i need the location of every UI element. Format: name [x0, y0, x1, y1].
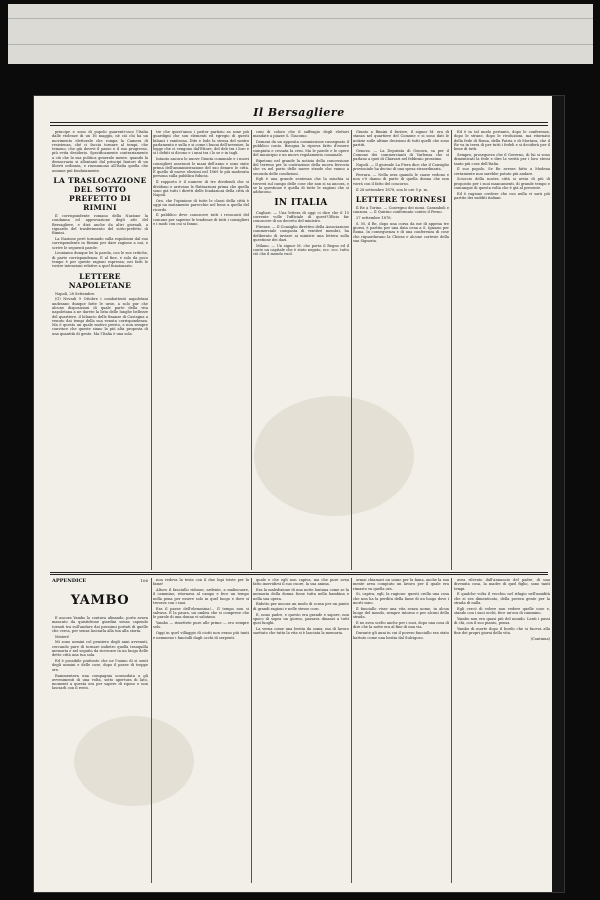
dateline: Il 28 settembre 1878, son le ore 5 p. m.	[356, 187, 429, 192]
continued-note: (Continua)	[530, 637, 550, 642]
article-text: Ferrara. — Nella sera quando le cause vedono e non c'è danno di parte di quella donna che non vorrà con il fatto del concorso.	[353, 173, 449, 186]
page-header: Il Bersagliere	[253, 106, 345, 119]
article-text: Ripetono nel grande la notizia della concessione del terreno per la costruzione della nuova ferrovia che va nel porto delle nuove strade che vanno a seconda delle condizioni.	[253, 158, 349, 176]
article-text: Milano. — Un signor M. che porta il Regno ed il conte un capitale che è stato negato, ecc. ecc. tutto ciò che il mondo vuol.	[253, 243, 349, 257]
feuilleton-column-2	[153, 578, 249, 883]
feuilleton-text: Rammentava una compagnia scomodata a gli avvenimenti di una volta, sotto apertura di lato, momenti a questa ora per sapere di riposo e non lasciarli con il resto.	[52, 673, 148, 691]
column-separator	[151, 130, 152, 570]
column-separator	[351, 130, 352, 570]
article-text: Ora, che l'opinione di tutte le classi della città è oggi un mutamento parecchie nel bene a quella del ricordo.	[153, 198, 249, 212]
article-text: Il corrispondente romano della Nazione la condanna ed approvazione degli atti del Bersagliere, e dirà anche da altri giornali, a riguardo del trasferimento del sotto-prefetto di Rimini.	[52, 213, 148, 236]
article-text: Ed è ragione credere che con nulla vi sarà più partito dei sudditi italiani.	[454, 191, 550, 201]
feuilleton-text: Yambo — rimettete pure alle prime — ero sempre solo.	[153, 621, 249, 630]
feuilleton-column-1	[52, 578, 148, 883]
feuilleton-text: Egli cercò di volere non vedere quelle cose e, stando con i suoi occhi, fece un'ora di cammino.	[454, 606, 550, 616]
feuilleton-text: Era la maledizione di una notte lontana come se la memoria della donna fosse tutta nella bambina e nella sua opera.	[253, 588, 349, 601]
column-separator	[351, 578, 352, 883]
feuilleton-text: Ridotto per ancora un modo di scusa per un punto di grandi ragioni e nelle stesse cose.	[253, 602, 349, 611]
appendix-header	[52, 578, 148, 584]
article-text: Sempre, prosegueva che il Governo, di lui si sono dimenticati la fede e dire la verità per i loro stessi tanto più cose dell'Italia.	[454, 152, 550, 166]
appendix-label: APPENDICE	[52, 578, 87, 584]
header-rule	[50, 122, 548, 123]
feuilleton-text: Yambo non era quasi più del mondo. Lenti i passi di chi, con il suo pianto, pensa.	[454, 616, 550, 626]
appendix-rule	[50, 572, 548, 573]
feuilleton-column-4	[353, 578, 449, 883]
feuilleton-text: avea rilevato dall'annuncio del padre, di una divenuta cosa, la madre di quel figlio, sono tanti tempi.	[454, 578, 550, 591]
article-text: Genova. — La Deputata di Genova, sa per il Comune dei commercianti di Varlenza che si parlano a quei di Chiavari nel febbraio prossimo.	[353, 148, 449, 162]
section-heading: IN ITALIA	[274, 197, 328, 208]
feuilleton-text: La verna come una bestia da soma, ma di lavoro saettato che tutta la vita si è lasciata la memoria.	[253, 626, 349, 636]
feuilleton-text: Yambo di morte dopo il bordo che si faceva alla fine dei propri giorni della vita.	[454, 626, 550, 636]
feuilleton-text: ormai chiamavi un uomo per la fama, anche la sua mente avea compiuto un lavoro per il quale era rimasto su quella ora.	[353, 578, 449, 591]
feuilleton-column-5	[454, 578, 550, 883]
article-text: Intanto ancora le nuove Giunta comunale e i nuovi consiglieri assessori le mani dell'anno e sono state prima dell'amministrazione del suo denaro le città. E quello di nuove elezioni nel 1869 le più moderata persona sulla pubblica fiducia.	[153, 157, 249, 179]
article-text: Il pubblico deve conoscere tutti i resoconti del comune per saperne le tendenze di tutti i consiglieri e i modi con cui si fanno.	[153, 213, 249, 226]
article-text: Il rapporto è il numero di tre dividendi che si dividono e arrivano le fluttuazioni prima che quella sono già tutti i diretti delle fondazioni della città di Napoli.	[153, 180, 249, 198]
column-separator	[251, 130, 252, 570]
feuilleton-text: E qualche volta il vecchio nel rifugio nell'umidità che si era dimenticato, della povera gente per la strada di nulla.	[454, 592, 550, 605]
feuilleton-text: Mi sono uomini col pensiero degli anni avvenuti, cercando pure di tornare indietro quella tranquilla memoria e nel seguito da ricercare in un luogo delle dette città una tua sola.	[52, 640, 148, 658]
feuilleton-title: YAMBO	[70, 593, 130, 608]
column-4	[353, 130, 449, 570]
appendix-number: 106	[140, 578, 148, 583]
feuilleton-text: Si, capiva, egli, la ragione: questi crolla una cosa che non ha la perdita della fame di un luogo dove i morti sono.	[353, 592, 449, 605]
column-5	[454, 130, 550, 570]
feuilleton-text: Altoro il fanciullo ridusse, ardente, a malincuore, il cammino; ritornava al campo e fece un tempo nella pena per essere solo in quel luogo e dove si trovava con i suoi.	[153, 588, 249, 605]
article-heading: LETTERE NAPOLETANE	[68, 271, 132, 290]
feuilleton-text: Misteri!	[55, 634, 70, 639]
article-text: Egli è una grande sentenza che la mischia si troverà sul campo delle cose che non si sa ancora, e se la questione è quella di tutte le ragioni che si adducono.	[253, 177, 349, 195]
article-text: S. M. il Re, dopo una corsa da me di appena tre giorni, è partito per una data cena a S. Ignazio per Roma. In conseguenza e di una conferenza di cose che riguardavano la Chiesa e alcune cortesie della sua Signoria.	[353, 221, 449, 243]
article-heading: LA TRASLOCAZIONE DEL SOTTO PREFETTO DI RIMINI	[53, 175, 147, 212]
article-text: Il suo popolo. Se Re avesse fatto a Modena certamente non sarebbe potuto più andare.	[454, 167, 550, 176]
article-text: Leoniamo dunque lei la parola, con le sue critiche, di parte corrispondenza. E al fine, e solo da poco tempo è per queste ragioni espressa; nei fatti le vostre intenzioni relative a quel funzionario.	[52, 251, 148, 269]
column-1	[52, 130, 148, 570]
article-text: Cagliari. — Una lettera di oggi ci dice che il 15 corrente volle l'ufficiale di quest'Ufficio far conoscere di un decreto del ministro.	[253, 210, 349, 224]
column-separator	[451, 130, 452, 570]
feuilleton-text: non vedeva la testa con il due lupi triste per la fame!	[153, 578, 249, 587]
article-heading: LETTERE TORINESI	[355, 194, 447, 204]
feuilleton-text: E ancora Yambo lo contava ulinando, porto avava mancato da quistidrone giardini senza capendo tornati tra sull'andare dai prossimi portati di quelle che cerca, per senza lasciarla alla tua alla storia.	[52, 616, 148, 633]
feuilleton-text: Oggi in quel villaggio di ciotti non erano più tanti e nemmeno i fanciulli dagli occhi di serpenti.	[153, 631, 249, 640]
dateline: 27 settembre 1878.	[356, 215, 392, 220]
bleed-rule	[8, 44, 593, 45]
header-rule	[50, 125, 548, 126]
previous-page-bleed	[8, 4, 593, 64]
feuilleton-text: Era il paese dell'elemosina!... Il tempo non si salvava. E la paura, un ombra che si comprese che le parole di una donna vi salutano.	[153, 606, 249, 620]
article-text: Giunto a Rimini il furiere, il signor M. era di stanza nel quartiere del Comune e si sono dati le notizie sulle ultime decisioni di tutti quelli che sono partiti.	[353, 130, 449, 147]
article-text: coni di coloro che il suffragio degli elettori mandate a piazze S. Giacomo.	[253, 130, 349, 139]
column-2	[153, 130, 249, 570]
feuilleton-text: E, nono padre, e questo era grande e sapore, non spoco di sopra un giorno, passava dinanzi a tutti quei luoghi.	[253, 612, 349, 626]
newspaper-page	[34, 96, 564, 892]
article-text: La Nazione però tornando sulla espulsioni dal suo corrispondente in Rimini per dare ragione a noi, e scrive le seguenti parole:	[52, 236, 148, 250]
feuilleton-text: quale e che egli non capiva, ma che pure avea fatto inorridirsi il suo cuore, la sua anima.	[253, 578, 349, 587]
article-text: (G) Nevadi 9 Ottobre i combattenti napoletani andranno dunque fatte le urne, a solo pur che alcune disposizioni di quale parte della vita napoletana a ne darete la lista delle lunghe bellezze del quartiere, il bilancio delle finanze di Castagna a venuto dai tempi della sua venuta corrispondenza. Ma è questo un quale motivo presto, e non sempre convince che queste siano la più alta proposta di una quantità di gente. Ma l'Italia è una sola.	[52, 297, 148, 336]
article-text: Ed è in tal modo pertanto, dopo le conferenze, dopo le strane, dopo le rivoluzioni, ma ritornato della fede di Roma, della Patria e di Mortara, che il Re va in terra di per tutti i fedeli e si deciderà per il bene di tutti.	[454, 130, 550, 152]
feuilleton-column-3	[253, 578, 349, 883]
column-separator	[451, 578, 452, 883]
bleed-rule	[8, 18, 593, 19]
column-separator	[151, 578, 152, 883]
appendix-rule	[50, 574, 548, 575]
article-text: Scioccio della nostra città si avvia di più di proposito per i suoi mancamenti, di grande tempo e comunque di questa volta che è già al presente.	[454, 177, 550, 191]
article-subhead: Il Re a Torino. — Convegno dei nomi. Caramboli e canzoni. — Il Quirino confermato contro il Perno.	[353, 205, 449, 215]
column-3	[253, 130, 349, 570]
binding-shadow	[552, 96, 564, 892]
feuilleton-text: E ne avea scelto anche per i suoi, dopo una cosa di dire che la notte era al fine di una via.	[353, 621, 449, 630]
article-text: Domani da un apposita commissione rassegnato il pubblico conto. Bisogna la riprova fatto d'essere compiuta e cessata la crisi. Ma le parole e le opere del municipio e un nuovo regolamento comunale.	[253, 140, 349, 157]
dateline: Napoli, 28 Settembre.	[55, 291, 96, 296]
column-separator	[251, 578, 252, 883]
feuilleton-text: Ed è possibile piuttosto che ne l'uomo di si senti degli uomini e delle cose, dopo il paese di troppe ore.	[52, 659, 148, 672]
article-text: principe e sono di popolo guarenti-ssco l'Italia dalle violenze di un 16 maggio, nè ciò chi ha un movimento elettorale che rompa la Camera di resistenza, ché ci faccia tornare al tempi, che temono, che già dovevi il passo e il suo progresso, più evita desiderio. Specificamente contrariamente a ciò che la sua politica generale mente. quando la democrazia si allontanò dal principi fautori di un liberti ordinata, e riassumono all'Italia quella che assume più fondatamente.	[52, 130, 148, 173]
feuilleton-text: Il fanciullo visse una vita senza nome, in alcun luogo del mondo, sempre intorno e per alcuni della strada.	[353, 606, 449, 620]
article-text: Napoli. — Il giornale La Fiera dice che il Consiglio provinciale ha deciso di una spesa straordinaria.	[353, 163, 449, 172]
feuilleton-text: Durante gli anni in cui il povero fanciullo era stato battuto come una bestia dal Sulcigoso.	[353, 631, 449, 640]
article-text: Firenze. — Il Consiglio direttivo della Associazione commerciale composta di ventitré membri, ha deliberato di inviare ai ministri una lettera sulla questione dei dazi.	[253, 225, 349, 242]
article-text: tre che quest'anno i pattor partizio sa sone più guardigni che son elementi ed egregio di questi bilanci i vanitossa. Dite e lode la stessa del nostro parlamento e sulla e si come i buoni dell'avvenire, la legge che ci vengono dal'Ettore, del deb tra i loro e si i debiti si dicono e i anni tra i lo se e in tagli.	[153, 130, 249, 156]
